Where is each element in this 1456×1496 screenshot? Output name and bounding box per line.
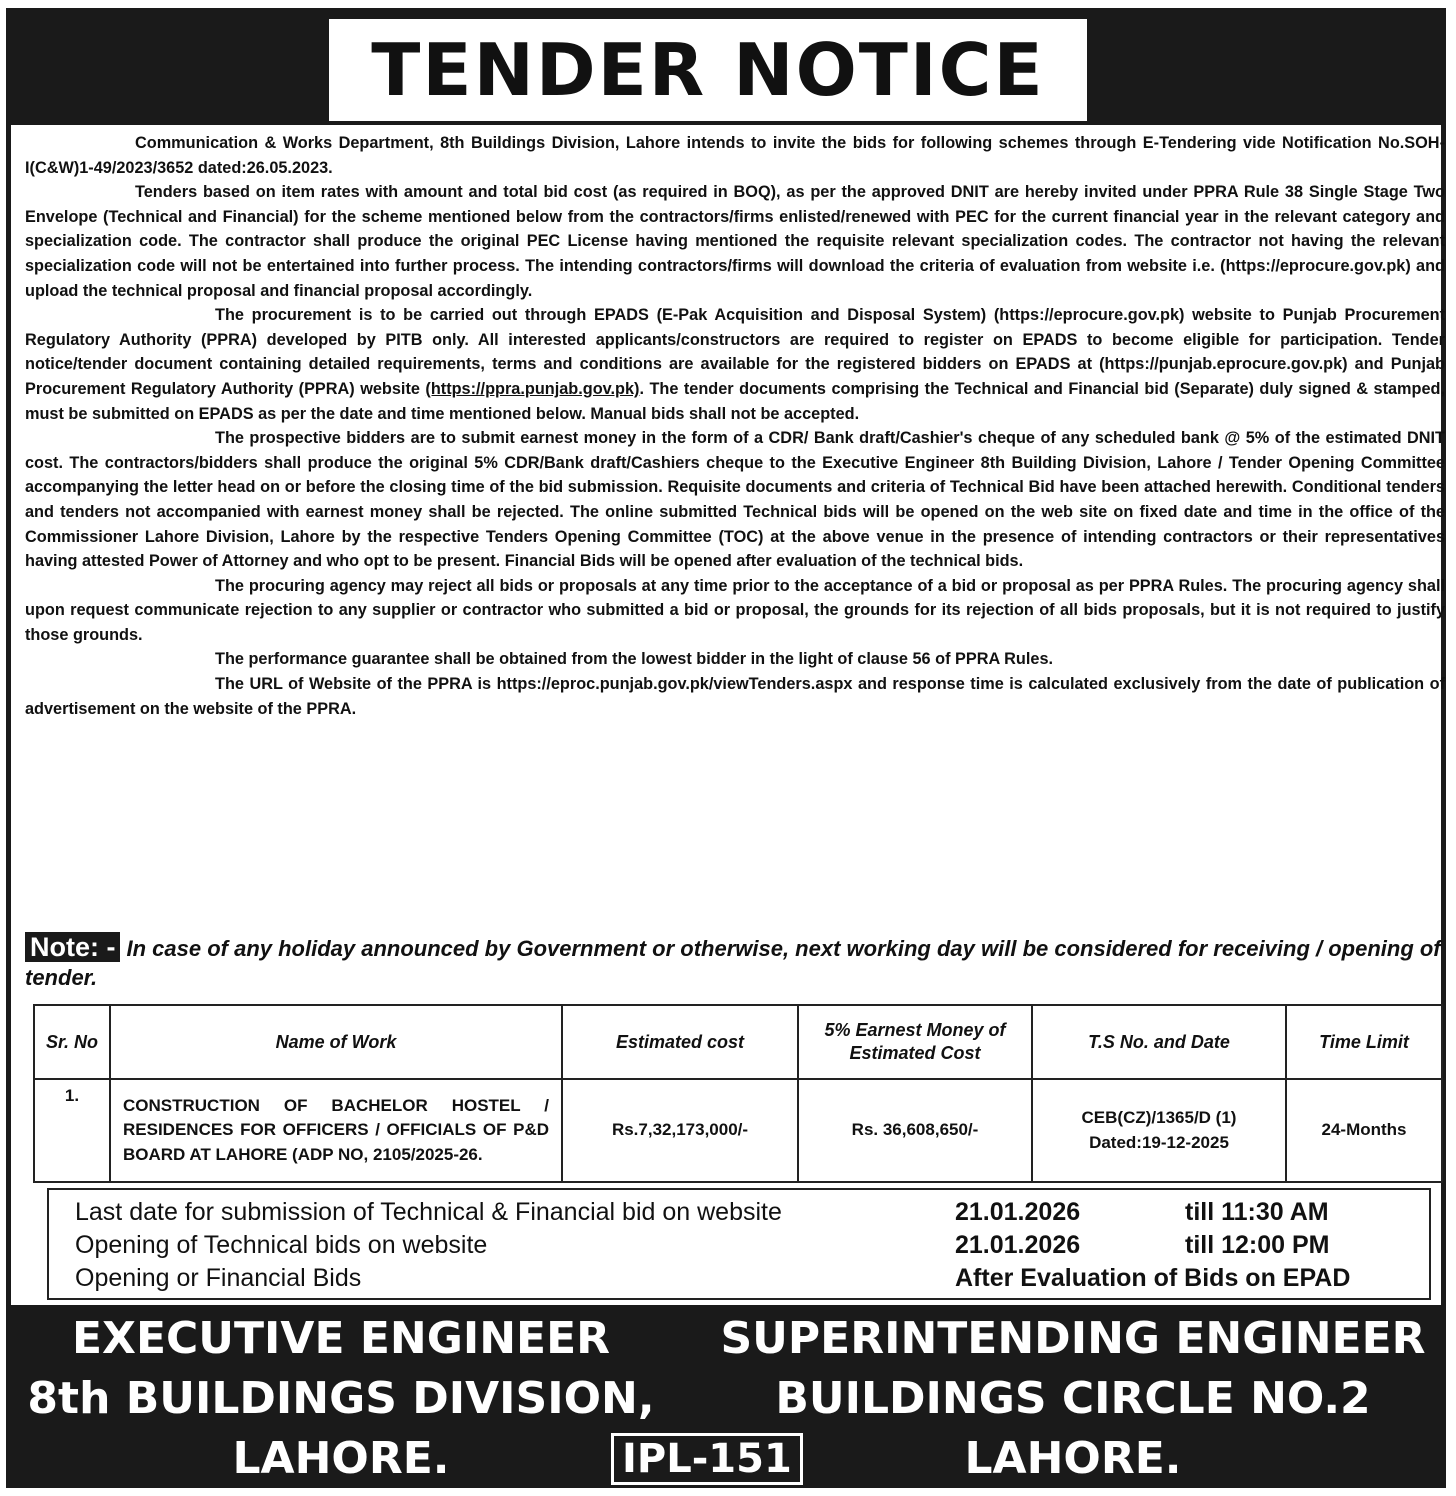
tender-notice-page	[6, 8, 1446, 1488]
cell-earnest-money: Rs. 36,608,650/-	[798, 1079, 1032, 1182]
ts-number: CEB(CZ)/1365/D (1)	[1081, 1108, 1237, 1127]
schedule-label: Opening of Technical bids on website	[75, 1231, 488, 1259]
procurement-text-cont: . The tender documents comprising the Technical and Financial bid (Separate) duly signed & stamped, must be submitted on EPADS as per the date and time mentioned below. Manual bids shall not be accepted.	[25, 379, 1445, 423]
signature-footer	[11, 1305, 1441, 1488]
signatory-line: BUILDINGS CIRCLE NO.2	[775, 1373, 1371, 1424]
paragraph-earnest-money: The prospective bidders are to submit earnest money in the form of a CDR/ Bank draft/Cashier's cheque of any scheduled bank @ 5% of the estimated DNIT cost. The contractors/bidders shall produce the original 5% CDR/Bank draft/Cashiers cheque to the Executive Engineer 8th Building Division, Lahore / Tender Opening Committee accompanying the letter head on or before the closing time of the bid submission. Requisite documents and criteria of Technical Bid have been attached herewith. Conditional tenders and tenders not accompanied with earnest money shall be rejected. The online submitted Technical bids will be opened on the web site on fixed date and time in the office of the Commissioner Lahore Division, Lahore by the respective Tenders Opening Committee (TOC) at the above venue in the presence of intending contractors or their representatives having attested Power of Attorney and who opt to be present. Financial Bids will be opened after evaluation of the technical bids.	[25, 429, 1445, 571]
note-text: In case of any holiday announced by Government or otherwise, next working day will be considered for receiving / opening of tender.	[25, 936, 1441, 990]
schedule-time: till 11:30 AM	[1185, 1198, 1329, 1226]
header-time-limit: Time Limit	[1286, 1005, 1442, 1079]
cell-sr: 1.	[34, 1079, 110, 1182]
schedule-row	[75, 1262, 1425, 1295]
page-title: TENDER NOTICE	[371, 28, 1045, 112]
paragraph-tenders: Tenders based on item rates with amount and total bid cost (as required in BOQ), as per the approved DNIT are hereby invited under PPRA Rule 38 Single Stage Two Envelope (Technical and Financial) for the scheme mentioned below from the contractors/firms enlisted/renewed with PEC for the current financial year in the relevant category and specialization code. The contractor shall produce the original PEC License having mentioned the requisite relevant specialization codes. The contractor not having the relevant specialization code will not be entertained into further process. The intending contractors/firms will download the criteria of evaluation from website i.e. (https://eprocure.gov.pk) and upload the technical proposal and financial proposal accordingly.	[25, 183, 1445, 300]
header-earnest-money: 5% Earnest Money of Estimated Cost	[798, 1005, 1032, 1079]
schedule-date: 21.01.2026	[955, 1231, 1081, 1259]
header-sr: Sr. No	[34, 1005, 110, 1079]
tender-table	[33, 1004, 1443, 1183]
cell-ts-no	[1032, 1079, 1286, 1182]
cell-estimated-cost: Rs.7,32,173,000/-	[562, 1079, 798, 1182]
procurement-text: The procurement is to be carried out through EPADS (E-Pak Acquisition and Disposal System) (https://eprocure.gov.pk) website to Punjab Procurement Regulatory Authority (PPRA) developed by PITB only. All interested applicants/constructors are required to register on EPADS to become eligible for participation. Tender notice/tender document containing detailed requirements, terms and conditions are available for the registered bidders on EPADS at (https://punjab.eprocure.gov.pk) and Punjab Procurement Regulatory Authority (PPRA) website	[25, 306, 1445, 398]
signatory-line: 8th BUILDINGS DIVISION,	[27, 1373, 655, 1424]
executive-engineer-block	[11, 1309, 671, 1489]
title-band	[11, 13, 1441, 125]
cell-name-of-work: CONSTRUCTION OF BACHELOR HOSTEL / RESIDENCES FOR OFFICERS / OFFICIALS OF P&D BOARD AT LAHORE (ADP NO, 2105/2025-26.	[110, 1079, 562, 1182]
table-row	[34, 1079, 1442, 1182]
schedule-label: Opening or Financial Bids	[75, 1264, 362, 1292]
title-box	[329, 19, 1087, 121]
signatory-line: EXECUTIVE ENGINEER	[71, 1313, 611, 1364]
note	[25, 933, 1445, 992]
schedule-time: till 12:00 PM	[1185, 1231, 1330, 1259]
superintending-engineer-block	[701, 1309, 1445, 1489]
signatory-line: LAHORE.	[232, 1433, 450, 1484]
paragraph-procurement	[25, 303, 1445, 426]
paragraph-intro: Communication & Works Department, 8th Buildings Division, Lahore intends to invite the bids for following schemes through E-Tendering vide Notification No.SOH-I(C&W)1-49/2023/3652 dated:26.05.2023.	[25, 134, 1445, 177]
schedule-date: 21.01.2026	[955, 1198, 1081, 1226]
signatory-line: LAHORE.	[964, 1433, 1182, 1484]
schedule-row	[75, 1196, 1425, 1229]
header-ts-no: T.S No. and Date	[1032, 1005, 1286, 1079]
header-estimated-cost: Estimated cost	[562, 1005, 798, 1079]
ppra-link[interactable]: (https://ppra.punjab.gov.pk)	[425, 379, 640, 398]
ts-date: Dated:19-12-2025	[1089, 1132, 1229, 1152]
paragraph-rejection: The procuring agency may reject all bids or proposals at any time prior to the acceptance of a bid or proposal as per PPRA Rules. The procuring agency shall upon request communicate rejection to any supplier or contractor who submitted a bid or proposal, the grounds for its rejection of all bids proposals, but it is not required to justify those grounds.	[25, 576, 1445, 644]
schedule-date: After Evaluation of Bids on EPAD	[955, 1264, 1351, 1292]
schedule-row	[75, 1229, 1425, 1262]
header-name-of-work: Name of Work	[110, 1005, 562, 1079]
schedule-label: Last date for submission of Technical & Financial bid on website	[75, 1198, 782, 1226]
cell-time-limit: 24-Months	[1286, 1079, 1442, 1182]
schedule-box	[47, 1188, 1431, 1300]
paragraph-guarantee: The performance guarantee shall be obtained from the lowest bidder in the light of clause 56 of PPRA Rules.	[215, 650, 1054, 669]
paragraph-url: The URL of Website of the PPRA is https://eproc.punjab.gov.pk/viewTenders.aspx and response time is calculated exclusively from the date of publication of advertisement on the website of the PPRA.	[25, 675, 1445, 718]
note-label: Note: -	[25, 932, 120, 962]
notice-body	[25, 131, 1445, 721]
ipl-number-badge: IPL-151	[611, 1433, 803, 1485]
table-header-row	[34, 1005, 1442, 1079]
signatory-line: SUPERINTENDING ENGINEER	[720, 1313, 1426, 1364]
